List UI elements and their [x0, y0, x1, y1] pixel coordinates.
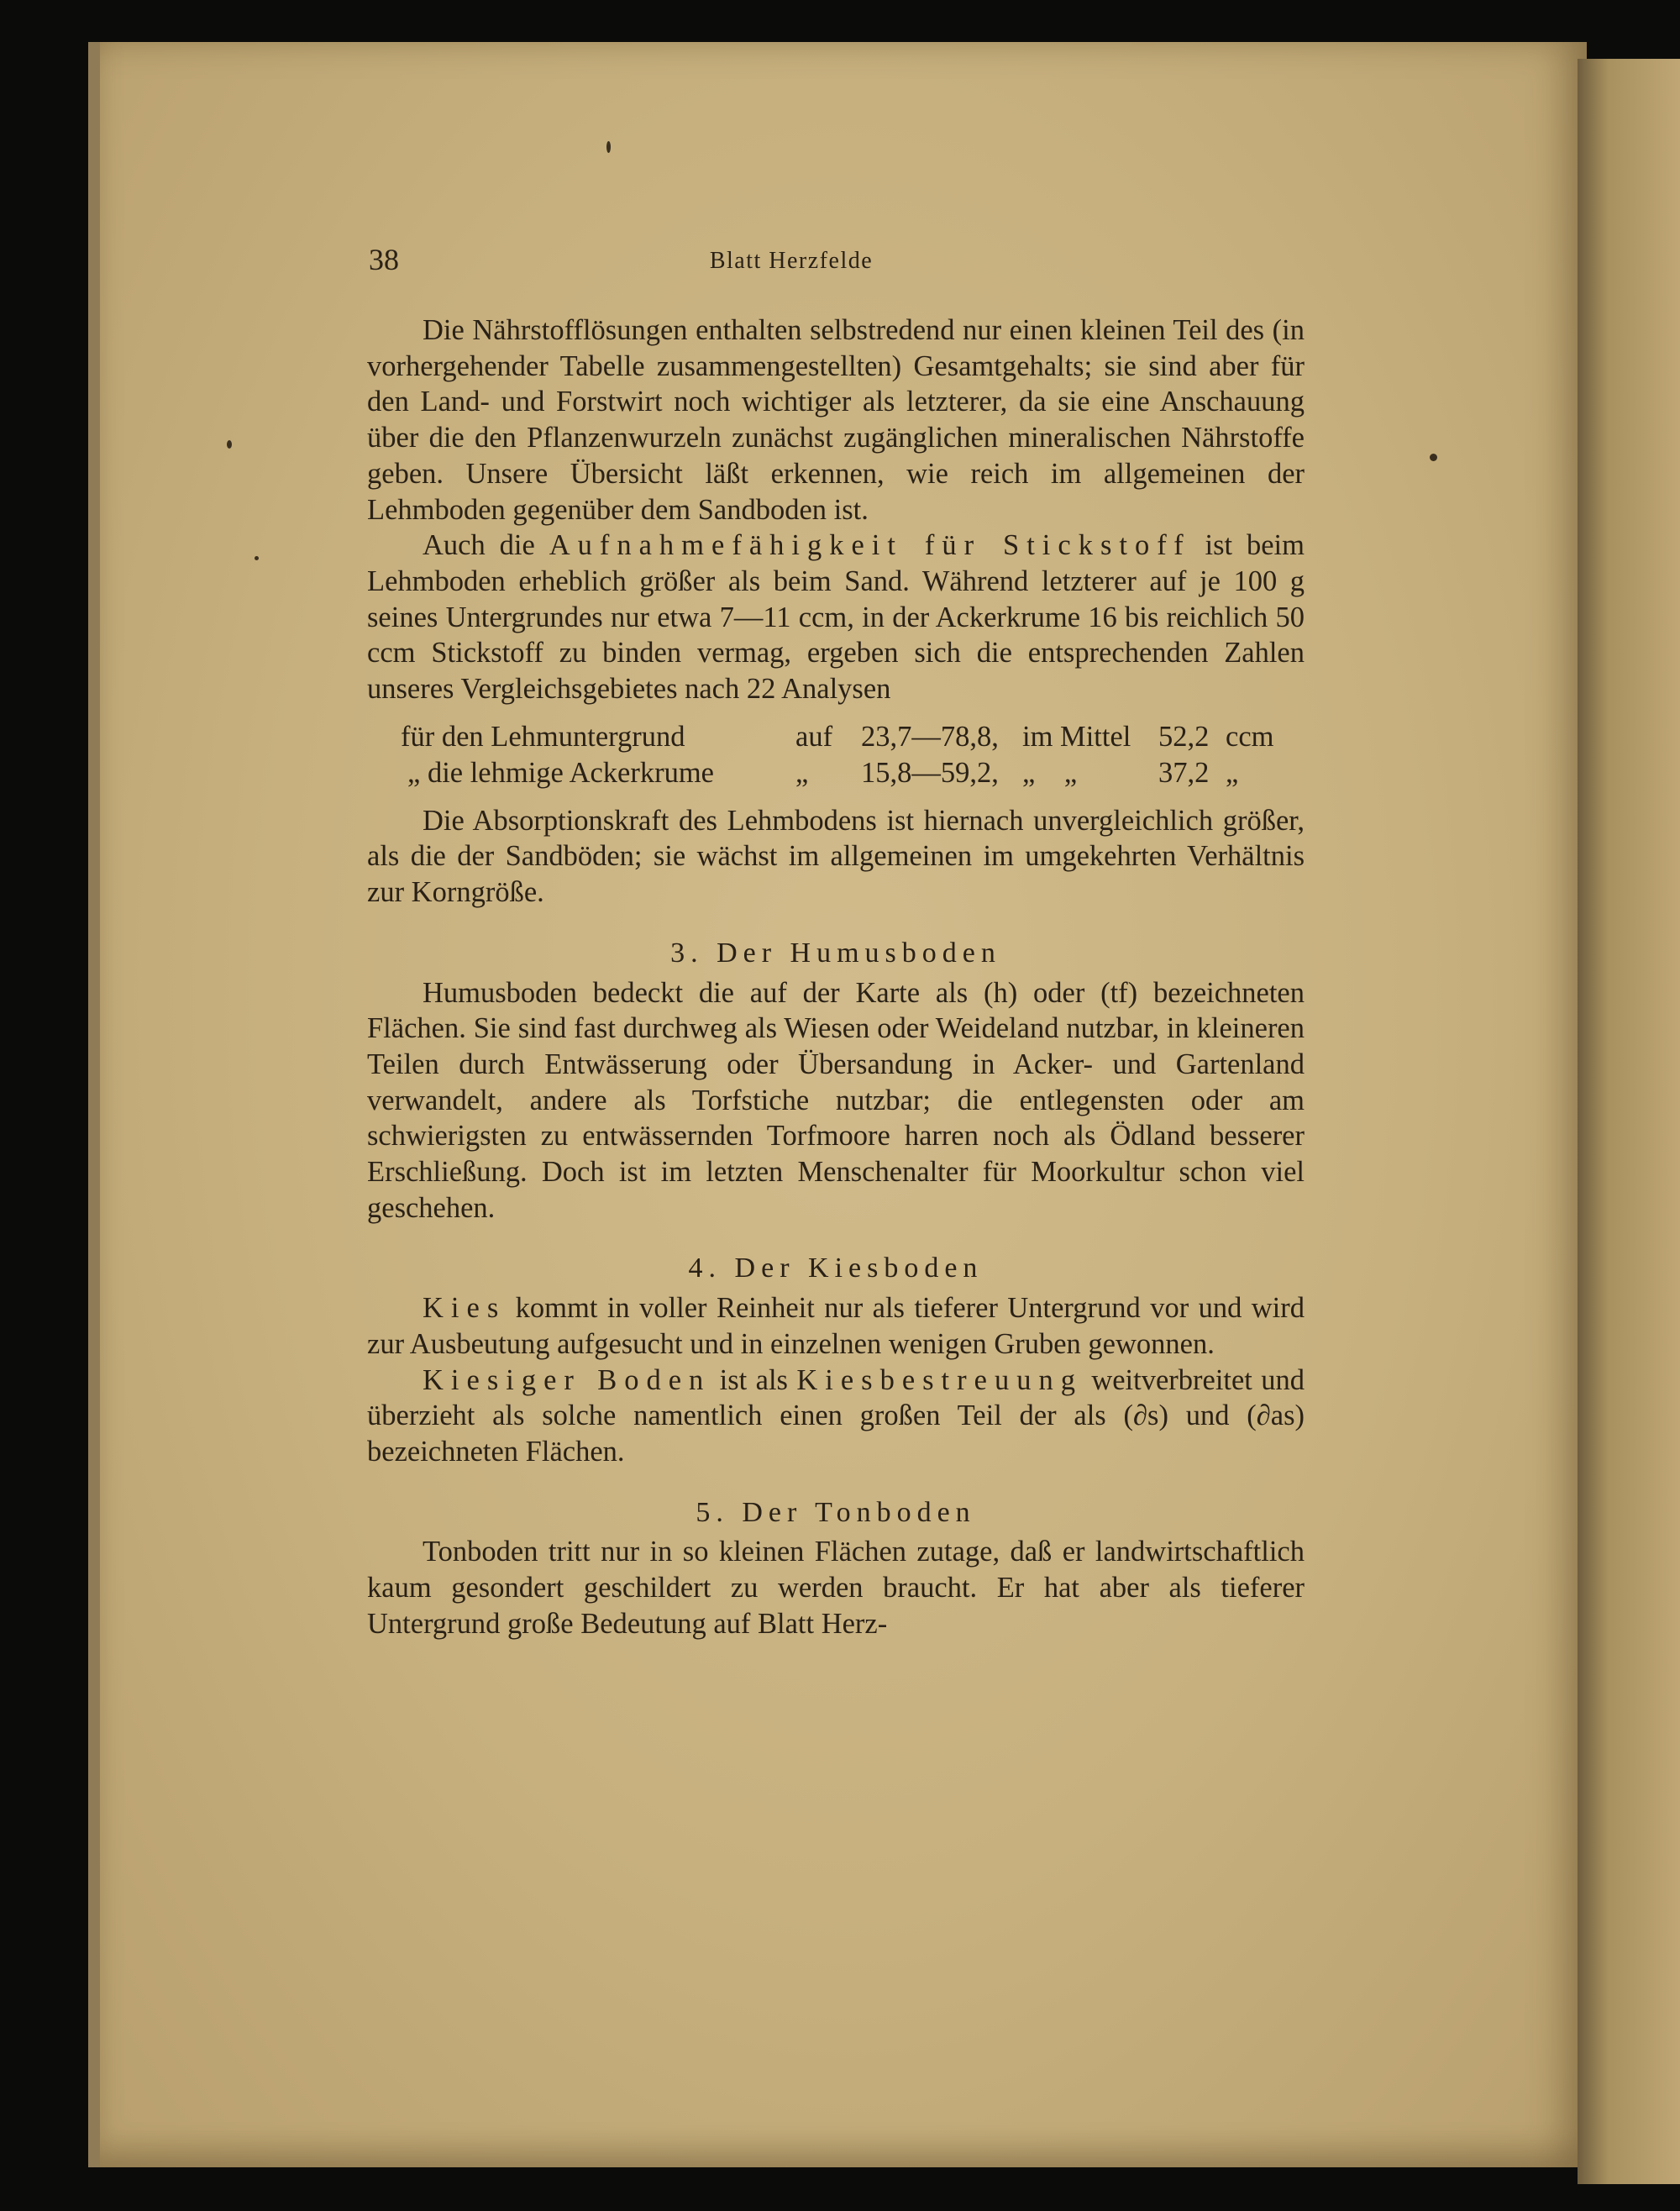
facing-page-edge [1578, 59, 1680, 2184]
table-cell-auf: auf [795, 720, 833, 753]
paragraph: Die Nährstofflösungen enthalten selbstredend nur einen kleinen Teil des (in vorhergehender Tabelle zusammengestellten) Gesamtgehalts; sie sind aber für den Land- und Forstwirt noch wichtiger als letzterer, da sie eine Anschauung über die den Pflanzenwurzeln zunächst zugänglichen mineralischen Nährstoffe geben. Unsere Übersicht läßt erkennen, wie reich im allgemeinen der Lehmboden gegenüber dem Sandboden ist. [367, 314, 1305, 526]
running-head [278, 235, 1305, 289]
running-title: Blatt Herzfelde [709, 248, 874, 274]
text-run: ist beim Lehmboden erheblich größer als beim Sand. Während letzterer auf je 100 g seines Untergrundes nur etwa 7—11 ccm, in der Ackerkrume 16 bis reichlich 50 ccm Stickstoff zu binden vermag, ergeben sich die entsprechenden Zahlen unseres Vergleichsgebietes nach 22 Analysen [367, 529, 1305, 706]
paragraph [367, 528, 1305, 707]
absorption-table [367, 719, 1305, 791]
table-cell-range: 23,7—78,8, [861, 720, 999, 753]
section-heading: 5. Der Tonboden [696, 1496, 976, 1528]
section-heading: 3. Der Humusboden [670, 937, 1001, 969]
section-heading: 4. Der Kiesboden [688, 1253, 984, 1284]
paragraph: Tonboden tritt nur in so kleinen Flächen zutage, daß er landwirtschaftlich kaum gesondert geschildert zu werden braucht. Er hat aber als tieferer Untergrund große Bedeutung auf Blatt Herz- [367, 1536, 1305, 1640]
paragraph [367, 1290, 1305, 1362]
table-cell-mittel: im Mittel [1022, 720, 1131, 753]
paragraph: Humusboden bedeckt die auf der Karte als (h) oder (tf) bezeichneten Flächen. Sie sind fast durchweg als Wiesen oder Weideland nutzbar, in kleineren Teilen durch Entwässerung oder Übersandung in Acker- und Gartenland verwandelt, andere als Torfstiche nutzbar; die entlegensten oder am schwierigsten zu entwässernden Torfmoore harren noch als Ödland besserer Erschließung. Doch ist im letzten Menschenalter für Moorkultur schon viel geschehen. [367, 976, 1305, 1224]
text-run: ist als [711, 1363, 797, 1396]
table-cell-auf: „ [795, 756, 809, 789]
paragraph: Die Absorptionskraft des Lehmbodens ist hiernach unvergleichlich größer, als die der Sandböden; sie wächst im allgemeinen im umgekehrten Verhältnis zur Korngröße. [367, 804, 1305, 909]
emphasized-term: Aufnahmefähigkeit für Stickstoff [549, 529, 1191, 562]
text-run: Auch die [423, 529, 549, 562]
emphasized-term: Kies [423, 1292, 507, 1325]
paragraph [367, 1363, 1305, 1470]
table-row [367, 755, 1305, 791]
table-cell-range: 15,8—59,2, [861, 756, 999, 789]
table-cell-label: für den Lehmuntergrund [401, 720, 685, 753]
table-cell-unit: „ [1226, 756, 1239, 789]
page-number: 38 [369, 243, 399, 276]
body-text [367, 312, 1305, 1642]
table-row [367, 719, 1305, 755]
text-run: weitverbreitet und überzieht als solche namentlich einen großen Teil der als (∂s) und (∂as) bezeichneten Flächen. [367, 1363, 1305, 1468]
text-run: kommt in voller Reinheit nur als tieferer Untergrund vor und wird zur Ausbeutung aufgesucht und in einzelnen wenigen Gruben gewonnen. [367, 1292, 1305, 1360]
emphasized-term: Kiesiger Boden [423, 1363, 711, 1396]
page-content [278, 235, 1305, 1640]
table-cell-value: 52,2 [1158, 720, 1210, 753]
table-cell-mittel: „ „ [1022, 756, 1078, 789]
table-cell-unit: ccm [1226, 720, 1274, 753]
table-cell-value: 37,2 [1158, 756, 1210, 789]
emphasized-term: Kiesbestreuung [796, 1363, 1083, 1396]
table-cell-label: „ die lehmige Ackerkrume [407, 756, 714, 789]
